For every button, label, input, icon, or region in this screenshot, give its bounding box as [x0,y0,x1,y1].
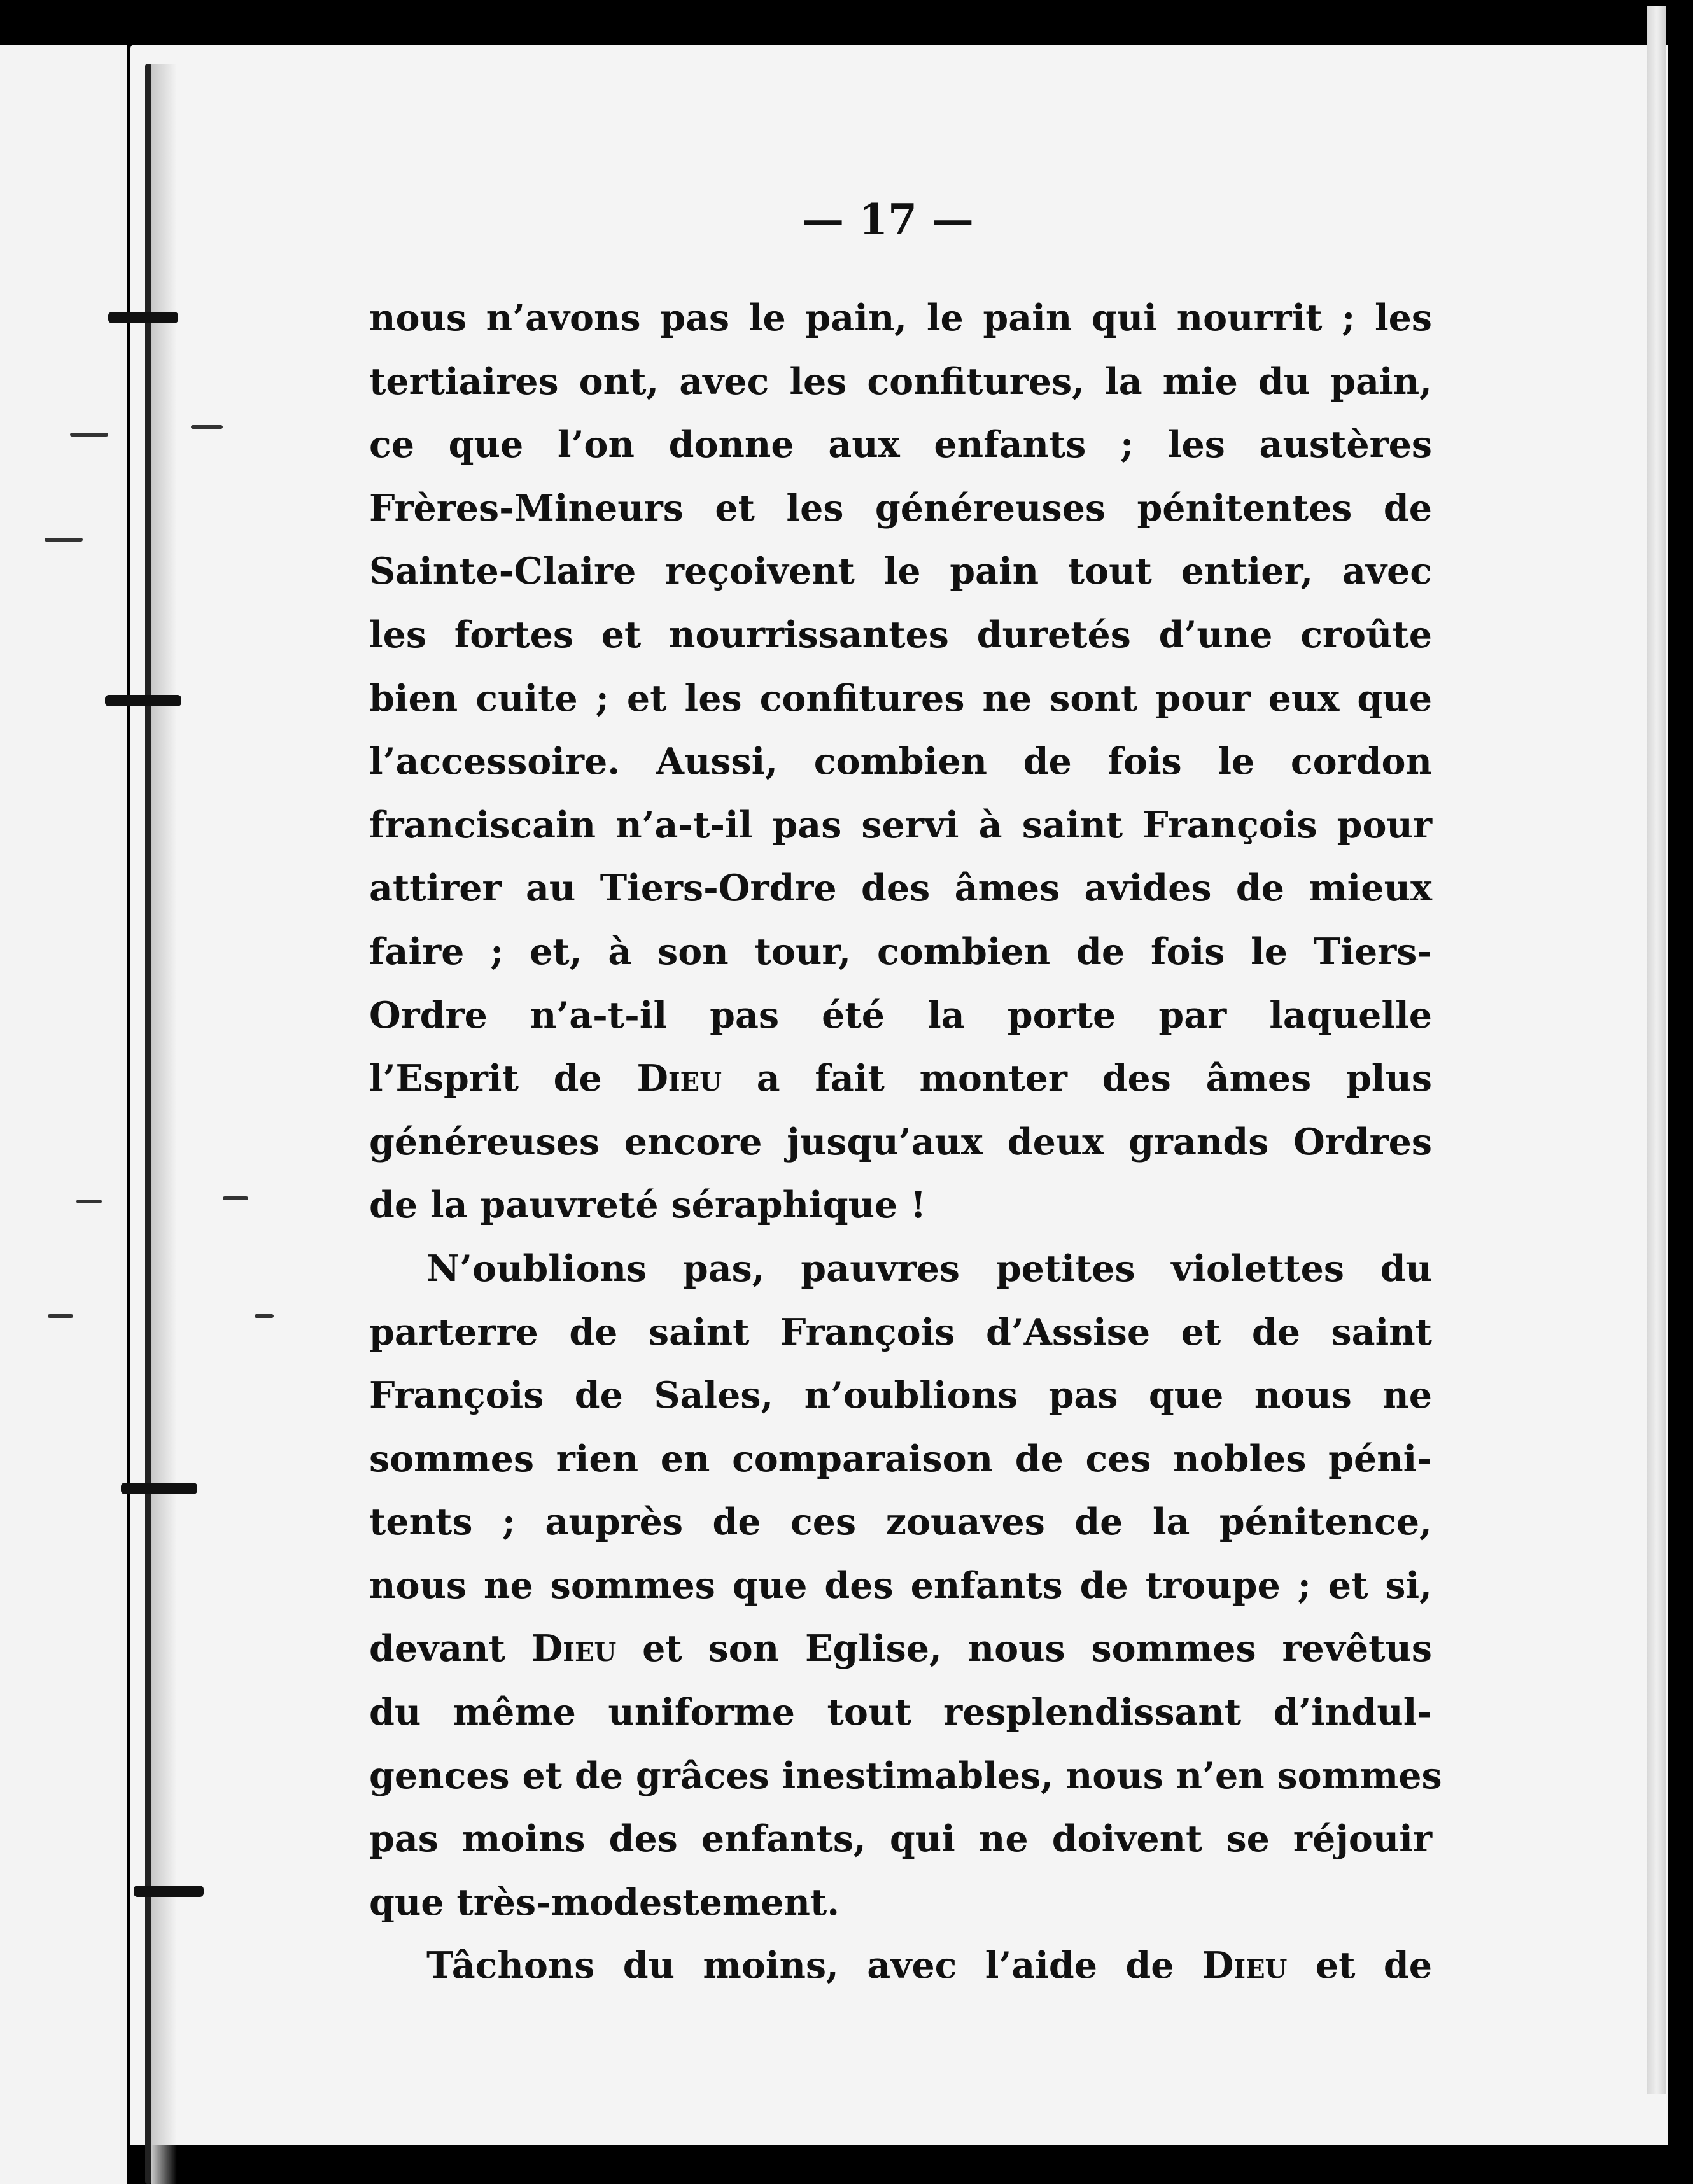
text-line: l’accessoire. Aussi, combien de fois le cordon [369,740,1432,783]
text-line: attirer au Tiers-Ordre des âmes avides de mieux [369,867,1432,910]
text-line: N’oublions pas, pauvres petites violettes du [426,1247,1432,1290]
text-line: Ordre n’a-t-il pas été la porte par laquelle [369,993,1432,1037]
stitch-mark [191,425,223,429]
binding-thread [108,312,178,323]
text-line: ce que l’on donne aux enfants ; les austères [369,423,1432,466]
stitch-mark [48,1314,73,1318]
text-line: l’Esprit de Dieu a fait monter des âmes plus [369,1057,1432,1100]
stitch-mark [70,433,108,437]
text-line: du même uniforme tout resplendissant d’indul- [369,1691,1432,1734]
binding-spine [145,64,151,2184]
text-line: que très-modestement. [369,1880,840,1924]
binding-thread [105,695,181,706]
text-line: faire ; et, à son tour, combien de fois le Tiers- [369,930,1432,973]
text-line: franciscain n’a-t-il pas servi à saint François pour [369,803,1432,846]
text-line: de la pauvreté séraphique ! [369,1184,927,1227]
page-number: — 17 — [802,195,974,244]
text-line: tertiaires ont, avec les confitures, la mie du pain, [369,360,1432,403]
text-line: parterre de saint François d’Assise et de saint [369,1310,1432,1354]
spine-shadow [151,64,177,2184]
text-line: généreuses encore jusqu’aux deux grands Ordres [369,1120,1432,1163]
stitch-mark [255,1314,274,1318]
text-line: devant Dieu et son Eglise, nous sommes revêtus [369,1627,1432,1670]
body-text [369,286,1442,1998]
text-line: les fortes et nourrissantes duretés d’une croûte [369,613,1432,656]
binding-thread [134,1886,204,1897]
stitch-mark [45,538,83,542]
text-line: François de Sales, n’oublions pas que nous ne [369,1374,1432,1417]
left-page-edge [0,45,127,2184]
stitch-mark [223,1196,248,1200]
text-line: Tâchons du moins, avec l’aide de Dieu et de [426,1944,1432,1987]
binding-thread [121,1483,197,1494]
text-line: pas moins des enfants, qui ne doivent se réjouir [369,1817,1432,1861]
text-line: bien cuite ; et les confitures ne sont pour eux que [369,676,1432,720]
text-line: nous n’avons pas le pain, le pain qui nourrit ; les [369,297,1432,339]
text-line: tents ; auprès de ces zouaves de la pénitence, [369,1501,1432,1544]
text-line: Frères-Mineurs et les généreuses pénitentes de [369,486,1432,529]
text-line: Sainte-Claire reçoivent le pain tout entier, avec [369,550,1432,593]
text-line: sommes rien en comparaison de ces nobles péni- [369,1437,1432,1480]
text-line: nous ne sommes que des enfants de troupe ; et si, [369,1564,1432,1607]
stitch-mark [76,1200,102,1203]
text-line: gences et de grâces inestimables, nous n’en sommes [369,1754,1442,1797]
page-edge-shadow [1647,6,1666,2094]
